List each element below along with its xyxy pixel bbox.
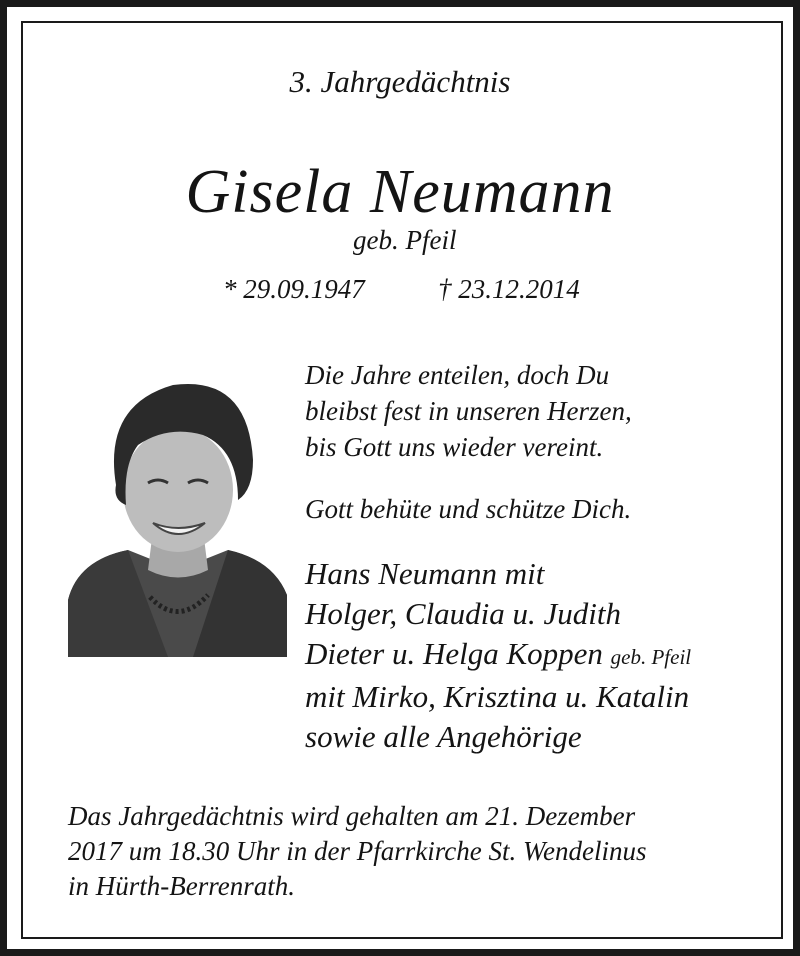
service-line: Das Jahrgedächtnis wird gehalten am 21. Dezember: [68, 801, 636, 831]
family-line: Hans Neumann mit: [305, 556, 545, 591]
maiden-name: geb. Pfeil: [353, 225, 457, 255]
anniversary-heading: 3. Jahrgedächtnis: [289, 64, 511, 99]
portrait-illustration: [68, 365, 287, 657]
death-date: † 23.12.2014: [438, 274, 580, 304]
service-line: 2017 um 18.30 Uhr in der Pfarrkirche St. Wendelinus: [68, 836, 647, 866]
family-line: [305, 634, 691, 677]
verse-block: [305, 357, 632, 465]
portrait-photo: [68, 365, 287, 657]
family-line: mit Mirko, Krisztina u. Katalin: [305, 679, 690, 714]
blessing-line: Gott behüte und schütze Dich.: [305, 494, 632, 524]
family-line: Holger, Claudia u. Judith: [305, 596, 622, 631]
verse-line: Die Jahre enteilen, doch Du: [305, 360, 610, 390]
family-signature: [305, 554, 691, 757]
birth-date: * 29.09.1947: [223, 274, 365, 304]
service-announcement: [68, 799, 646, 904]
deceased-name: Gisela Neumann: [185, 158, 615, 226]
family-line: sowie alle Angehörige: [305, 719, 582, 754]
family-names: Dieter u. Helga Koppen: [305, 636, 603, 671]
verse-line: bleibst fest in unseren Herzen,: [305, 396, 632, 426]
verse-line: bis Gott uns wieder vereint.: [305, 432, 604, 462]
service-line: in Hürth-Berrenrath.: [68, 871, 295, 901]
family-maiden-note: geb. Pfeil: [610, 645, 692, 669]
